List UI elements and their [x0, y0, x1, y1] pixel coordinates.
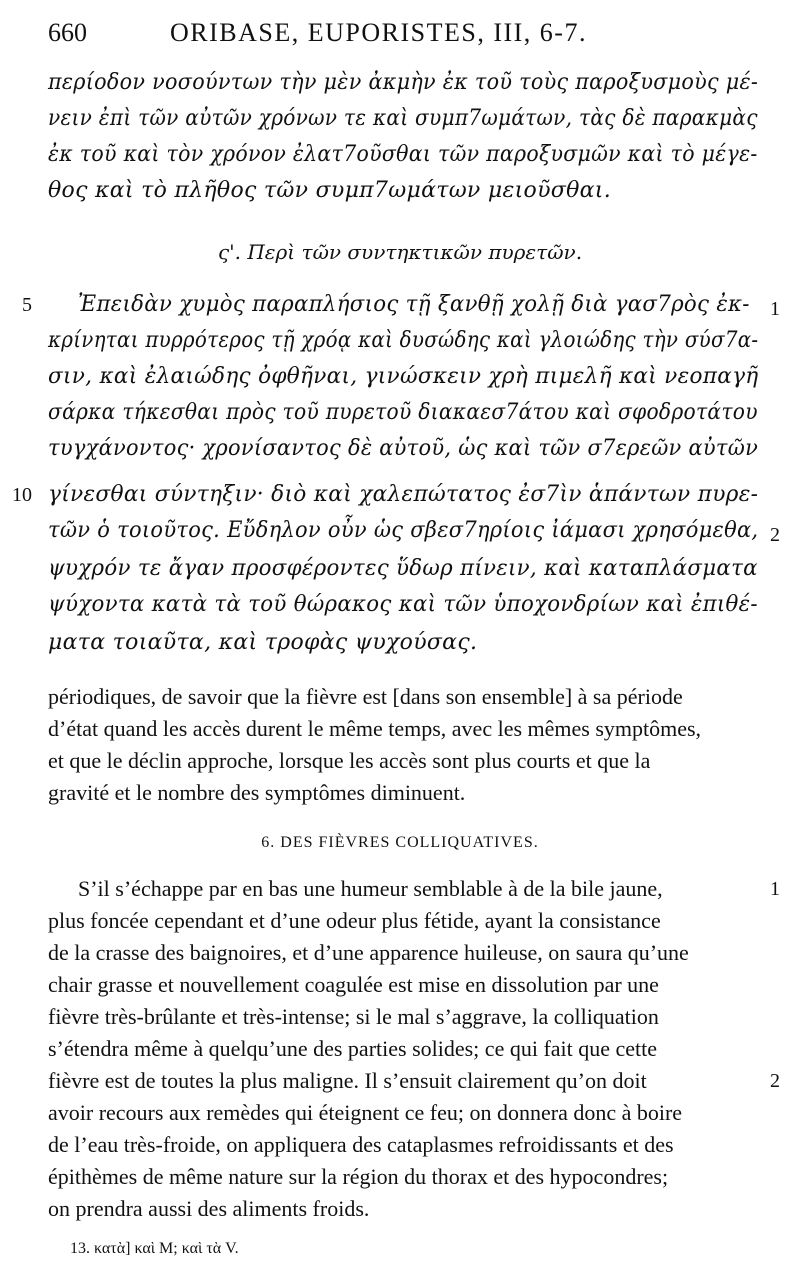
greek-line: γίνεσθαι σύντηξιν· διὸ καὶ χαλεπώτατος ἐσ7ὶν ἁπάντων πυρε-: [48, 482, 759, 507]
greek-line: κρίνηται πυρρότερος τῇ χρόᾳ καὶ δυσώδης καὶ γλοιώδης τὴν σύσ7α-: [48, 328, 759, 353]
margin-reference: 1: [770, 298, 780, 320]
french-line: de l’eau très-froide, on appliquera des cataplasmes refroidissants et des: [48, 1132, 674, 1157]
french-line: fièvre très-brûlante et très-intense; si le mal s’aggrave, la colliquation: [48, 1004, 659, 1029]
french-line: et que le déclin approche, lorsque les accès sont plus courts et que la: [48, 748, 651, 773]
french-line: périodiques, de savoir que la fièvre est [dans son ensemble] à sa période: [48, 684, 683, 709]
greek-line: ψύχοντα κατὰ τὰ τοῦ θώρακος καὶ τῶν ὑποχονδρίων καὶ ἐπιθέ-: [48, 592, 758, 617]
french-line: s’étendra même à quelqu’une des parties solides; ce qui fait que cette: [48, 1036, 658, 1061]
greek-line: σάρκα τήκεσθαι πρὸς τοῦ πυρετοῦ διακαεσ7άτου καὶ σφοδροτάτου: [48, 400, 758, 425]
greek-line: ματα τοιαῦτα, καὶ τροφὰς ψυχούσας.: [48, 630, 478, 655]
greek-line: θος καὶ τὸ πλῆθος τῶν συμπ7ωμάτων μειοῦσθαι.: [48, 178, 611, 203]
french-line: plus foncée cependant et d’une odeur plus fétide, ayant la consistance: [48, 908, 661, 933]
greek-line: Ἐπειδὰν χυμὸς παραπλήσιος τῇ ξανθῇ χολῇ διὰ γασ7ρὸς ἐκ-: [78, 292, 750, 317]
french-line: avoir recours aux remèdes qui éteignent ce feu; on donnera donc à boire: [48, 1100, 683, 1125]
margin-reference: 2: [770, 1070, 780, 1092]
line-number: 10: [12, 484, 32, 506]
margin-reference: 1: [770, 878, 780, 900]
footnote: 13. κατὰ] καὶ M; καὶ τὰ V.: [70, 1240, 239, 1257]
greek-section-heading: ς'. Περὶ τῶν συντηκτικῶν πυρετῶν.: [217, 240, 583, 264]
french-line: on prendra aussi des aliments froids.: [48, 1196, 370, 1221]
french-line: S’il s’échappe par en bas une humeur semblable à de la bile jaune,: [78, 876, 663, 901]
french-line: de la crasse des baignoires, et d’une apparence huileuse, on saura qu’une: [48, 940, 689, 965]
french-line: gravité et le nombre des symptômes diminuent.: [48, 780, 466, 805]
page-number: 660: [48, 18, 87, 47]
greek-line: περίοδον νοσούντων τὴν μὲν ἀκμὴν ἐκ τοῦ τοὺς παροξυσμοὺς μέ-: [48, 70, 759, 95]
greek-line: ψυχρόν τε ἄγαν προσφέροντες ὕδωρ πίνειν, καὶ καταπλάσματα: [48, 556, 758, 581]
margin-reference: 2: [770, 524, 780, 546]
greek-line: σιν, καὶ ἐλαιώδης ὀφθῆναι, γινώσκειν χρὴ πιμελῆ καὶ νεοπαγῆ: [48, 364, 759, 389]
greek-line: νειν ἐπὶ τῶν αὐτῶν χρόνων τε καὶ συμπ7ωμάτων, τὰς δὲ παρακμὰς: [48, 106, 758, 131]
french-line: épithèmes de même nature sur la région du thorax et des hypocondres;: [48, 1164, 669, 1189]
greek-line: τυγχάνοντος· χρονίσαντος δὲ αὐτοῦ, ὡς καὶ τῶν σ7ερεῶν αὐτῶν: [48, 436, 759, 461]
greek-line: ἐκ τοῦ καὶ τὸν χρόνον ἐλατ7οῦσθαι τῶν παροξυσμῶν καὶ τὸ μέγε-: [48, 142, 758, 167]
line-number: 5: [22, 294, 32, 316]
running-title: ORIBASE, EUPORISTES, III, 6-7.: [170, 18, 587, 47]
french-line: chair grasse et nouvellement coagulée est mise en dissolution par une: [48, 972, 659, 997]
french-line: d’état quand les accès durent le même temps, avec les mêmes symptômes,: [48, 716, 702, 741]
french-section-heading: 6. DES FIÈVRES COLLIQUATIVES.: [261, 834, 539, 851]
greek-line: τῶν ὁ τοιοῦτος. Εὔδηλον οὖν ὡς σβεσ7ηρίοις ἰάμασι χρησόμεθα,: [48, 518, 759, 543]
french-line: fièvre est de toutes la plus maligne. Il s’ensuit clairement qu’on doit: [48, 1068, 647, 1093]
page-header: [48, 18, 748, 54]
